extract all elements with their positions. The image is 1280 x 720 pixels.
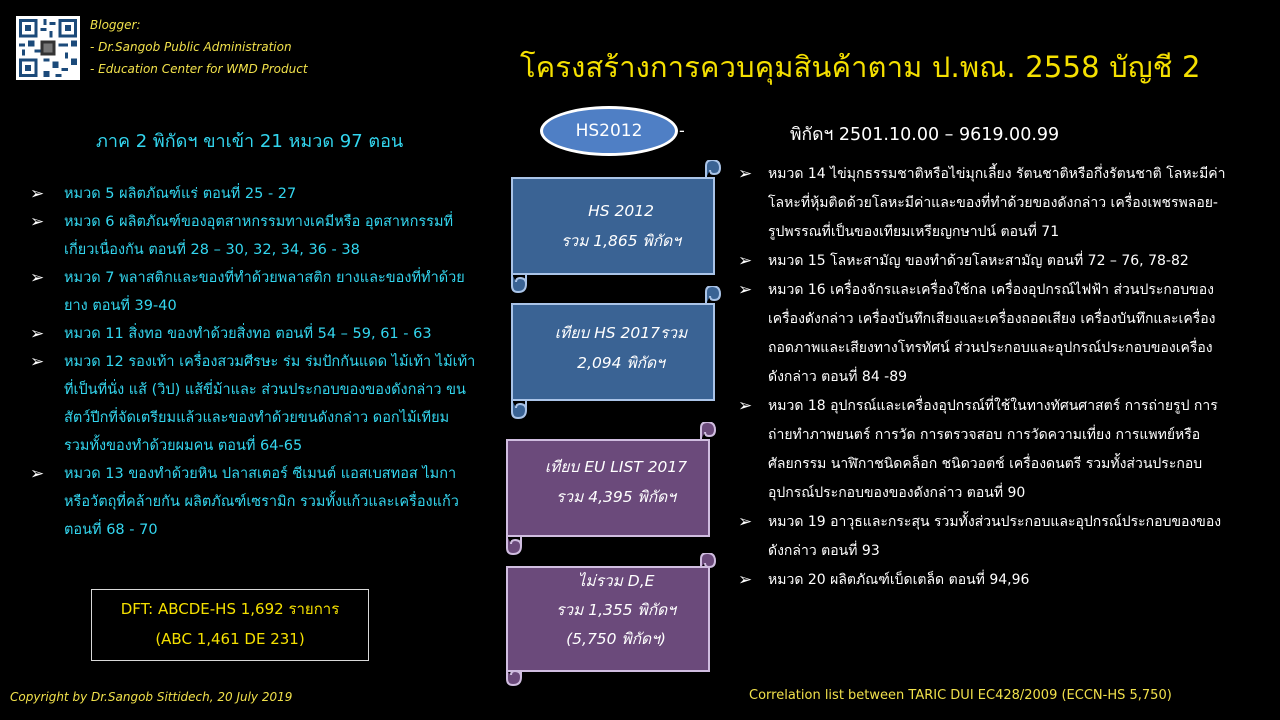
list-item-text: หมวด 7 พลาสติกและของที่ทำด้วยพลาสติก ยางและของที่ทำด้วยยาง ตอนที่ 39-40 [64,270,465,314]
arrow-bullet-icon: ➢ [738,570,753,590]
scroll-line: ไม่รวม D,E [577,572,655,590]
left-heading: ภาค 2 พิกัดฯ ขาเข้า 21 หมวด 97 ตอน [96,131,404,152]
blogger-info [90,14,308,80]
arrow-bullet-icon: ➢ [30,268,45,288]
arrow-bullet-icon: ➢ [30,184,45,204]
arrow-bullet-icon: ➢ [738,396,753,416]
arrow-bullet-icon: ➢ [30,324,45,344]
right-section-list [738,160,1228,595]
scroll-line: HS 2012 [588,202,654,220]
list-item-text: หมวด 5 ผลิตภัณฑ์แร่ ตอนที่ 25 - 27 [64,186,297,202]
arrow-bullet-icon: ➢ [30,212,45,232]
scroll-line: เทียบ EU LIST 2017 [544,458,688,476]
right-heading: พิกัดฯ 2501.10.00 – 9619.00.99 [790,125,1060,145]
scroll-line: รวม 4,395 พิกัดฯ [556,488,676,506]
list-item [30,460,476,544]
scroll-banner [499,422,717,556]
connector-dash: - [679,121,685,140]
scroll-banner [499,553,717,687]
list-item [738,566,1228,595]
scroll-line: (5,750 พิกัดฯ) [566,630,666,648]
blogger-line: - Dr.Sangob Public Administration [90,40,292,54]
arrow-bullet-icon: ➢ [738,280,753,300]
list-item-text: หมวด 11 สิ่งทอ ของทำด้วยสิ่งทอ ตอนที่ 54 – 59, 61 - 63 [64,326,432,342]
list-item [738,392,1228,508]
list-item [738,160,1228,247]
footer-correlation-note: Correlation list between TARIC DUI EC428/2009 (ECCN-HS 5,750) [749,688,1172,703]
blogger-line: - Education Center for WMD Product [90,62,308,76]
list-item-text: หมวด 19 อาวุธและกระสุน รวมทั้งส่วนประกอบและอุปกรณ์ประกอบของของดังกล่าว ตอนที่ 93 [768,514,1222,559]
list-item [30,180,476,208]
arrow-bullet-icon: ➢ [30,352,45,372]
list-item-text: หมวด 13 ของทำด้วยหิน ปลาสเตอร์ ซีเมนต์ แอสเบสทอส ไมกาหรือวัตถุที่คล้ายกัน ผลิตภัณฑ์เซรามิก รวมทั้งแก้วและเครื่องแก้ว ตอนที่ 68 - 70 [64,466,459,538]
scroll-line: รวม 1,355 พิกัดฯ [556,601,676,619]
arrow-bullet-icon: ➢ [30,464,45,484]
list-item [738,276,1228,392]
blogger-line: Blogger: [90,18,141,32]
dft-summary-box [91,589,369,661]
list-item-text: หมวด 20 ผลิตภัณฑ์เบ็ดเตล็ด ตอนที่ 94,96 [768,572,1030,588]
copyright-text: Copyright by Dr.Sangob Sittidech, 20 July 2019 [10,690,293,704]
arrow-bullet-icon: ➢ [738,512,753,532]
qr-code-image [16,16,80,80]
scroll-line: 2,094 พิกัดฯ [577,354,665,372]
list-item [30,348,476,460]
list-item-text: หมวด 6 ผลิตภัณฑ์ของอุตสาหกรรมทางเคมีหรือ อุตสาหกรรมที่เกี่ยวเนื่องกัน ตอนที่ 28 – 30, 32, 34, 36 - 38 [64,214,454,258]
page-title: โครงสร้างการควบคุมสินค้าตาม ป.พณ. 2558 บัญชี 2 [520,50,1201,84]
list-item-text: หมวด 12 รองเท้า เครื่องสวมศีรษะ ร่ม ร่มปักกันแดด ไม้เท้า ไม้เท้าที่เป็นที่นั่ง แส้ (วิป) แส้ขี่ม้าและ ส่วนประกอบของของดังกล่าว ขนสัตว์ปีกที่จัดเตรียมแล้วและของทำด้วยขนดังกล่าว ดอกไม้เทียม รวมทั้งของทำด้วยผมคน ตอนที่ 64-65 [64,354,476,454]
scroll-banner [504,286,722,420]
scroll-banner [504,160,722,294]
list-item-text: หมวด 16 เครื่องจักรและเครื่องใช้กล เครื่องอุปกรณ์ไฟฟ้า ส่วนประกอบของเครื่องดังกล่าว เครื่องบันทึกเสียงและเครื่องถอดเสียง เครื่องบันทึกและเครื่องถอดภาพและเสียงทางโทรทัศน์ ส่วนประกอบและอุปกรณ์ประกอบของเครื่องดังกล่าว ตอนที่ 84 -89 [768,282,1216,385]
scroll-line: เทียบ HS 2017รวม [554,324,688,342]
arrow-bullet-icon: ➢ [738,251,753,271]
list-item [30,264,476,320]
list-item [738,247,1228,276]
list-item [30,208,476,264]
arrow-bullet-icon: ➢ [738,164,753,184]
list-item-text: หมวด 15 โลหะสามัญ ของทำด้วยโลหะสามัญ ตอนที่ 72 – 76, 78-82 [768,253,1189,269]
dft-line: (ABC 1,461 DE 231) [155,630,305,648]
scroll-line: รวม 1,865 พิกัดฯ [561,232,681,250]
list-item [30,320,476,348]
dft-line: DFT: ABCDE-HS 1,692 รายการ [120,600,340,618]
hs2012-oval: HS2012 [540,106,678,156]
list-item-text: หมวด 14 ไข่มุกธรรมชาติหรือไข่มุกเลี้ยง รัตนชาติหรือกึ่งรัตนชาติ โลหะมีค่า โลหะที่หุ้มติดด้วยโลหะมีค่าและของที่ทำด้วยของดังกล่าว เครื่องเพชรพลอย-รูปพรรณที่เป็นของเทียมเหรียญกษาปน์ ตอนที่ 71 [768,166,1226,240]
list-item-text: หมวด 18 อุปกรณ์และเครื่องอุปกรณ์ที่ใช้ในทางทัศนศาสตร์ การถ่ายรูป การถ่ายทำภาพยนตร์ การวัด การตรวจสอบ การวัดความเที่ยง การแพทย์หรือศัลยกรรม นาฬิกาชนิดคล็อก ชนิดวอตช์ เครื่องดนตรี รวมทั้งส่วนประกอบ อุปกรณ์ประกอบของของดังกล่าว ตอนที่ 90 [768,398,1218,501]
left-section-list [30,180,476,544]
list-item [738,508,1228,566]
